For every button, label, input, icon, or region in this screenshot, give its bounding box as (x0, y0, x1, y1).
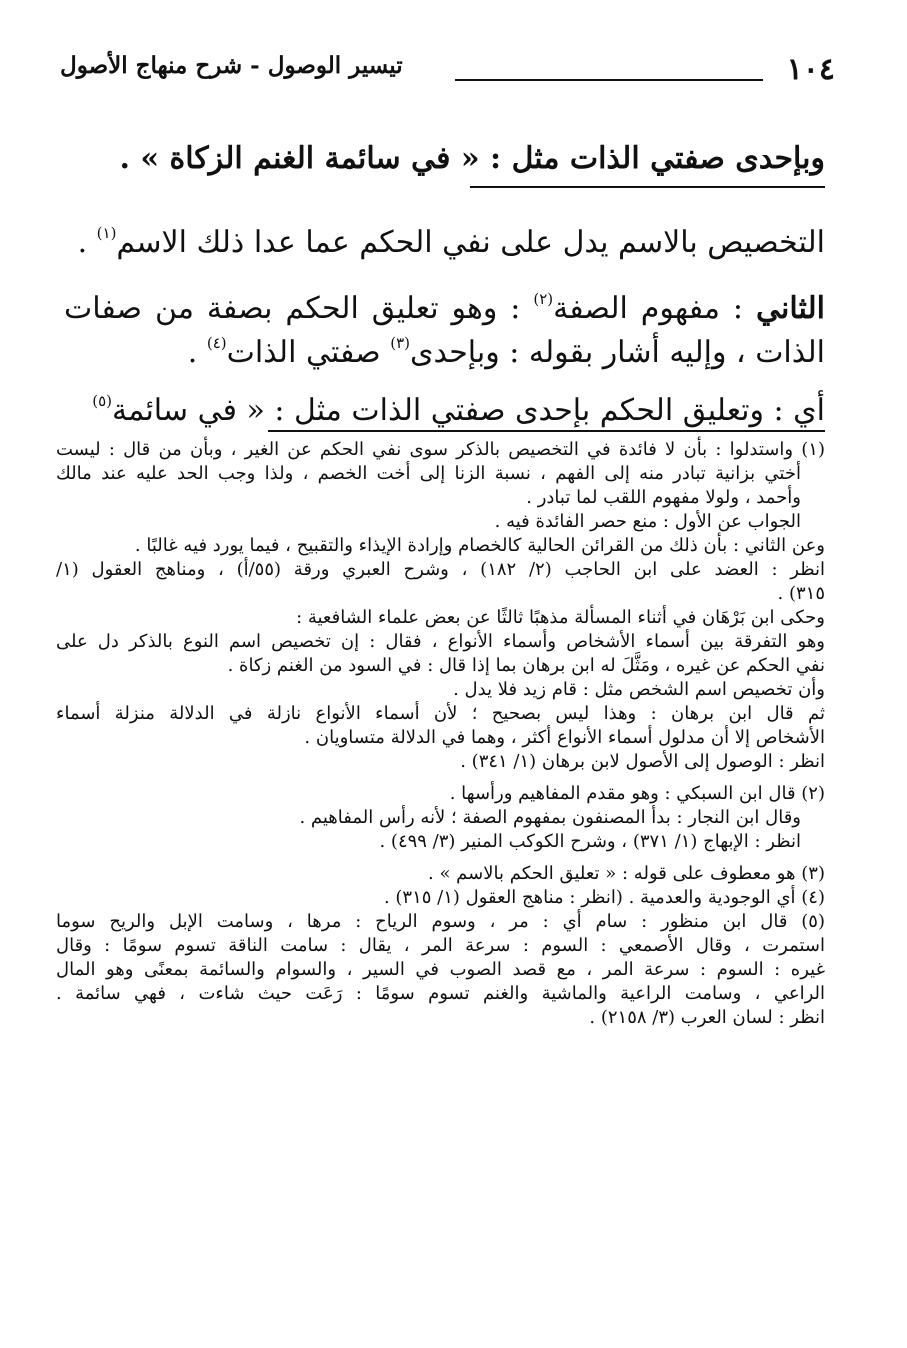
footnote-line: أختي بزانية تبادر منه إلى الفهم ، نسبة الزنا إلى أخت الخصم ، ولذا وجب الحد عليه عند مالك (56, 463, 801, 484)
page-header (60, 48, 835, 88)
footnote-line: وعن الثاني : بأن ذلك من القرائن الحالية كالخصام وإرادة الإيذاء والتقبيح ، فيما يورد فيه غالبًا . (134, 535, 825, 556)
footnote-line: الراعي ، وسامت الراعية والماشية والغنم تسوم سومًا : رَعَت حيث شاءت ، فهي سائمة . (56, 983, 825, 1004)
footnote-ref-1: (١) (96, 224, 117, 242)
footnote-line: نفي الحكم عن غيره ، ومَثَّلَ له ابن برهان بما إذا قال : في السود من الغنم زكاة . (227, 655, 825, 676)
footnote-ref-3: (٣) (390, 334, 410, 352)
footnote-line: وأحمد ، ولولا مفهوم اللقب لما تبادر . (526, 487, 801, 508)
main-line-3-text-a: : مفهوم الصفة (553, 291, 756, 326)
footnote-line: الأشخاص إلا أن مدلول أسماء الأنواع أكثر ، وهما في الدلالة متساويان . (304, 727, 825, 748)
footnote-line: انظر : العضد على ابن الحاجب (٢/ ١٨٢) ، وشرح العبري ورقة (٥٥/أ) ، ومناهج العقول (١/ (56, 559, 825, 580)
main-line-2-text: التخصيص بالاسم يدل على نفي الحكم عما عدا ذلك الاسم (116, 225, 825, 260)
header-rule (455, 79, 763, 81)
footnote-line: انظر : لسان العرب (٣/ ٢١٥٨) . (589, 1007, 825, 1028)
main-line-2 (78, 210, 825, 266)
footnote-line: وقال ابن النجار : بدأ المصنفون بمفهوم الصفة ؛ لأنه رأس المفاهيم . (299, 807, 801, 828)
footnote-line: (١) واستدلوا : بأن لا فائدة في التخصيص بالذكر سوى نفي الحكم عن الغير ، وبأن من قال : ليست (56, 439, 825, 460)
footnote-line: (٢) قال ابن السبكي : وهو مقدم المفاهيم ورأسها . (449, 783, 825, 804)
main-line-4-text-a: الذات ، وإليه أشار بقوله : وبإحدى (409, 335, 825, 370)
footnote-line: استمرت ، وقال الأصمعي : السوم : سرعة المر ، يقال : سامت الناقة تسوم سومًا : وقال (56, 935, 825, 956)
footnote-ref-4: (٤) (206, 334, 227, 352)
footnote-line: انظر : الوصول إلى الأصول لابن برهان (١/ ٣٤١) . (460, 751, 825, 772)
footnote-line: الجواب عن الأول : منع حصر الفائدة فيه . (494, 511, 801, 532)
footnote-line: انظر : الإبهاج (١/ ٣٧١) ، وشرح الكوكب المنير (٣/ ٤٩٩) . (379, 831, 801, 852)
main-line-5 (92, 378, 825, 434)
footnote-line: وهو التفرقة بين أسماء الأشخاص وأسماء الأنواع ، فقال : إن تخصيص اسم النوع بالذكر دل على (56, 631, 825, 652)
running-title: تيسير الوصول - شرح منهاج الأصول (60, 52, 403, 79)
footnote-line: ثم قال ابن برهان : وهذا ليس بصحيح ؛ لأن أسماء الأنواع نازلة في الدلالة منزلة أسماء (56, 703, 825, 724)
footnotes (56, 438, 825, 1030)
footnote-line: (٤) أي الوجودية والعدمية . (انظر : مناهج العقول (١/ ٣١٥) . (383, 887, 825, 908)
footnote-ref-5: (٥) (92, 392, 113, 410)
footnote-line: (٣) هو معطوف على قوله : « تعليق الحكم بالاسم » . (428, 863, 825, 884)
main-line-3-heading: الثاني (755, 291, 825, 326)
page-number: ١٠٤ (786, 52, 835, 87)
main-line-4 (188, 320, 825, 376)
underline-2 (268, 430, 825, 432)
main-line-2-end: . (77, 225, 97, 260)
main-line-1-text: وبإحدى صفتي الذات مثل : « في سائمة الغنم الزكاة » . (119, 141, 825, 176)
footnote-gap (56, 854, 825, 862)
main-line-3-text-b: : وهو تعليق الحكم بصفة من صفات (64, 291, 534, 326)
underline-1 (470, 186, 825, 188)
main-line-5-text: أي : وتعليق الحكم بإحدى صفتي الذات مثل : « في سائمة (112, 393, 825, 428)
footnote-line: وحكى ابن بَرْهَان في أثناء المسألة مذهبًا ثالثًا عن بعض علماء الشافعية : (296, 607, 825, 628)
footnote-gap (56, 774, 825, 782)
main-line-4-text-b: صفتي الذات (226, 335, 391, 370)
footnote-line: (٥) قال ابن منظور : سام أي : مر ، وسوم الرياح : مرها ، وسامت الإبل والريح سوما (56, 911, 825, 932)
main-line-1 (119, 136, 825, 182)
main-line-4-end: . (187, 335, 207, 370)
footnote-ref-2: (٢) (533, 290, 554, 308)
footnote-line: ٣١٥) . (777, 583, 825, 604)
footnote-line: غيره : السوم : سرعة المر ، مع قصد الصوب في السير ، والسوام والسائمة بمعنًى وهو المال (56, 959, 825, 980)
footnote-line: وأن تخصيص اسم الشخص مثل : قام زيد فلا يدل . (453, 679, 825, 700)
